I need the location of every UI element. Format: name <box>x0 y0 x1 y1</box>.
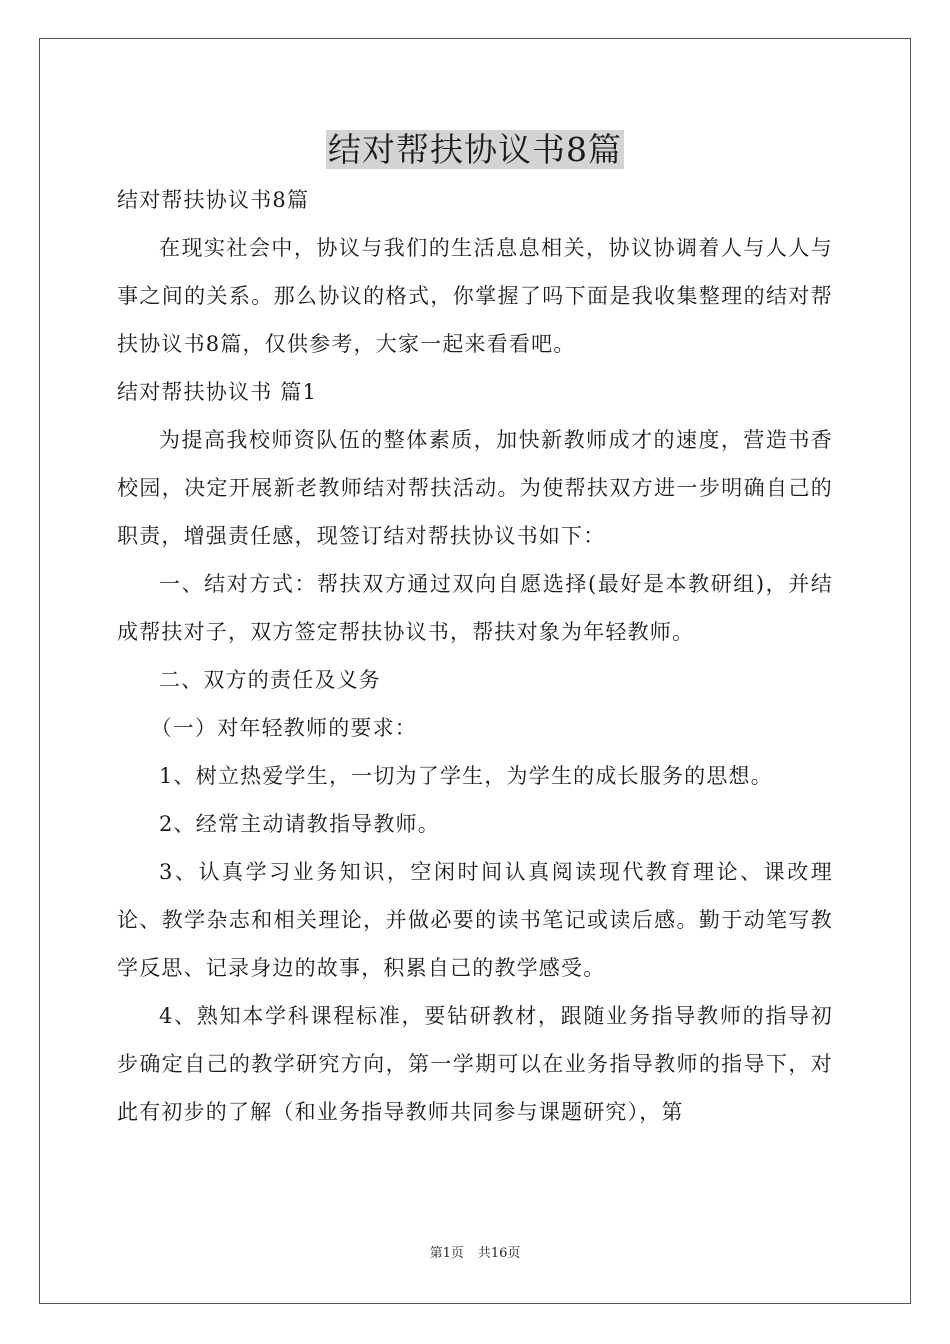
document-body <box>117 176 833 1136</box>
list-item: 2、经常主动请教指导教师。 <box>159 812 440 836</box>
page-total: 共16页 <box>477 1246 521 1261</box>
document-title <box>0 126 950 174</box>
page-number: 第1页 <box>429 1246 464 1261</box>
paragraph: 一、结对方式：帮扶双方通过双向自愿选择(最好是本教研组)，并结成帮扶对子，双方签定帮扶协议书，帮扶对象为年轻教师。 <box>117 572 833 644</box>
paragraph: （一）对年轻教师的要求： <box>150 716 417 740</box>
list-item: 1、树立热爱学生，一切为了学生，为学生的成长服务的思想。 <box>159 764 773 788</box>
paragraph: 结对帮扶协议书8篇 <box>117 188 310 212</box>
section-heading: 结对帮扶协议书 篇1 <box>117 380 318 404</box>
paragraph: 二、双方的责任及义务 <box>159 668 381 692</box>
paragraph: 为提高我校师资队伍的整体素质，加快新教师成才的速度，营造书香校园，决定开展新老教师结对帮扶活动。为使帮扶双方进一步明确自己的职责，增强责任感，现签订结对帮扶协议书如下： <box>117 428 833 548</box>
document-title-text: 结对帮扶协议书8篇 <box>328 130 622 169</box>
page-footer <box>0 1245 950 1263</box>
list-item: 4、熟知本学科课程标准，要钻研教材，跟随业务指导教师的指导初步确定自己的教学研究方向，第一学期可以在业务指导教师的指导下，对此有初步的了解（和业务指导教师共同参与课题研究），第 <box>117 1004 833 1124</box>
list-item: 3、认真学习业务知识，空闲时间认真阅读现代教育理论、课改理论、教学杂志和相关理论，并做必要的读书笔记或读后感。勤于动笔写教学反思、记录身边的故事，积累自己的教学感受。 <box>117 860 833 980</box>
paragraph: 在现实社会中，协议与我们的生活息息相关，协议协调着人与人人与事之间的关系。那么协议的格式，你掌握了吗下面是我收集整理的结对帮扶协议书8篇，仅供参考，大家一起来看看吧。 <box>117 236 833 356</box>
